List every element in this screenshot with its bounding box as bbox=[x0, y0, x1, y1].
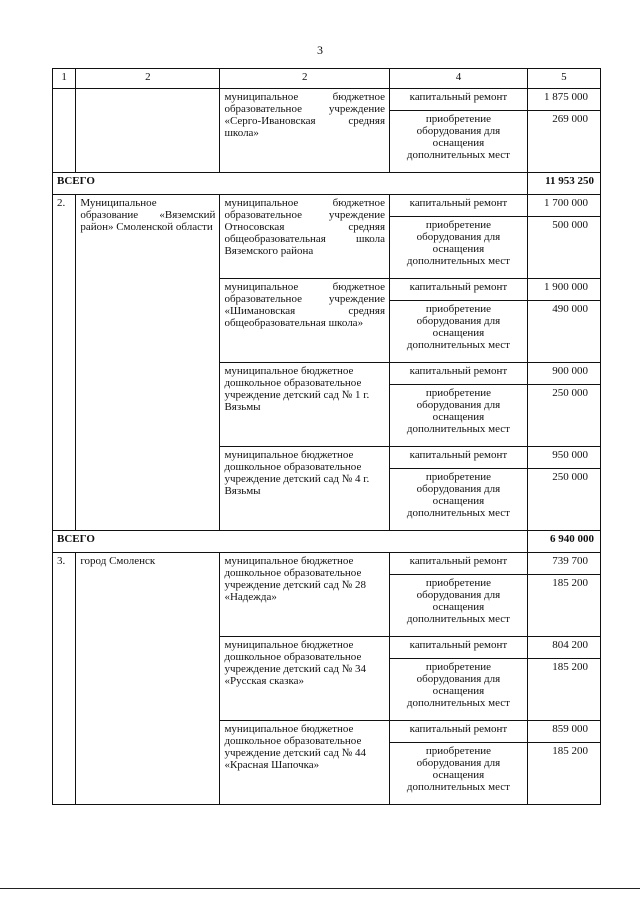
institution-cell: муниципальное бюджетное дошкольное образовательное учреждение детский сад № 4 г. Вязьмы bbox=[220, 447, 390, 531]
institution-cell: муниципальное бюджетное образовательное учреждение Относовская средняя общеобразовательная школа Вяземского района bbox=[220, 195, 390, 279]
action-cell: приобретение оборудования для оснащения дополнительных мест bbox=[390, 743, 528, 805]
amount-cell: 269 000 bbox=[527, 111, 600, 173]
total-label: ВСЕГО bbox=[53, 531, 528, 553]
row-number-cell: 2. bbox=[53, 195, 76, 531]
amount-cell: 185 200 bbox=[527, 659, 600, 721]
institution-cell: муниципальное бюджетное образовательное учреждение «Шимановская средняя общеобразовательная школа» bbox=[220, 279, 390, 363]
action-cell: капитальный ремонт bbox=[390, 637, 528, 659]
bottom-rule bbox=[0, 888, 640, 889]
amount-cell: 859 000 bbox=[527, 721, 600, 743]
amount-cell: 250 000 bbox=[527, 469, 600, 531]
table-row bbox=[53, 195, 601, 217]
column-header: 2 bbox=[220, 69, 390, 89]
allocation-table bbox=[52, 68, 601, 805]
municipality-cell bbox=[76, 89, 220, 173]
action-cell: приобретение оборудования для оснащения дополнительных мест bbox=[390, 217, 528, 279]
column-header: 4 bbox=[390, 69, 528, 89]
column-header: 2 bbox=[76, 69, 220, 89]
amount-cell: 185 200 bbox=[527, 575, 600, 637]
institution-cell: муниципальное бюджетное дошкольное образовательное учреждение детский сад № 28 «Надежда» bbox=[220, 553, 390, 637]
institution-cell: муниципальное бюджетное дошкольное образовательное учреждение детский сад № 34 «Русская сказка» bbox=[220, 637, 390, 721]
amount-cell: 950 000 bbox=[527, 447, 600, 469]
action-cell: капитальный ремонт bbox=[390, 721, 528, 743]
action-cell: капитальный ремонт bbox=[390, 195, 528, 217]
municipality-cell: Муниципальное образование «Вяземский район» Смоленской области bbox=[76, 195, 220, 531]
row-number-cell: 3. bbox=[53, 553, 76, 805]
action-cell: приобретение оборудования для оснащения дополнительных мест bbox=[390, 469, 528, 531]
action-cell: приобретение оборудования для оснащения дополнительных мест bbox=[390, 659, 528, 721]
amount-cell: 804 200 bbox=[527, 637, 600, 659]
amount-cell: 739 700 bbox=[527, 553, 600, 575]
page-number: 3 bbox=[317, 43, 323, 57]
action-cell: капитальный ремонт bbox=[390, 553, 528, 575]
total-amount: 6 940 000 bbox=[527, 531, 600, 553]
column-header: 1 bbox=[53, 69, 76, 89]
row-number-cell bbox=[53, 89, 76, 173]
amount-cell: 185 200 bbox=[527, 743, 600, 805]
table-row bbox=[53, 553, 601, 575]
action-cell: капитальный ремонт bbox=[390, 279, 528, 301]
action-cell: приобретение оборудования для оснащения дополнительных мест bbox=[390, 301, 528, 363]
amount-cell: 250 000 bbox=[527, 385, 600, 447]
amount-cell: 500 000 bbox=[527, 217, 600, 279]
table-row bbox=[53, 89, 601, 111]
total-label: ВСЕГО bbox=[53, 173, 528, 195]
table-header-row bbox=[53, 69, 601, 89]
amount-cell: 1 700 000 bbox=[527, 195, 600, 217]
amount-cell: 1 900 000 bbox=[527, 279, 600, 301]
institution-cell: муниципальное бюджетное дошкольное образовательное учреждение детский сад № 1 г. Вязьмы bbox=[220, 363, 390, 447]
institution-cell: муниципальное бюджетное дошкольное образовательное учреждение детский сад № 44 «Красная Шапочка» bbox=[220, 721, 390, 805]
total-amount: 11 953 250 bbox=[527, 173, 600, 195]
institution-cell: муниципальное бюджетное образовательное учреждение «Серго-Ивановская средняя школа» bbox=[220, 89, 390, 173]
action-cell: капитальный ремонт bbox=[390, 447, 528, 469]
municipality-cell: город Смоленск bbox=[76, 553, 220, 805]
action-cell: капитальный ремонт bbox=[390, 363, 528, 385]
amount-cell: 900 000 bbox=[527, 363, 600, 385]
total-row bbox=[53, 173, 601, 195]
column-header: 5 bbox=[527, 69, 600, 89]
action-cell: приобретение оборудования для оснащения дополнительных мест bbox=[390, 111, 528, 173]
action-cell: капитальный ремонт bbox=[390, 89, 528, 111]
action-cell: приобретение оборудования для оснащения дополнительных мест bbox=[390, 575, 528, 637]
total-row bbox=[53, 531, 601, 553]
amount-cell: 1 875 000 bbox=[527, 89, 600, 111]
amount-cell: 490 000 bbox=[527, 301, 600, 363]
action-cell: приобретение оборудования для оснащения дополнительных мест bbox=[390, 385, 528, 447]
